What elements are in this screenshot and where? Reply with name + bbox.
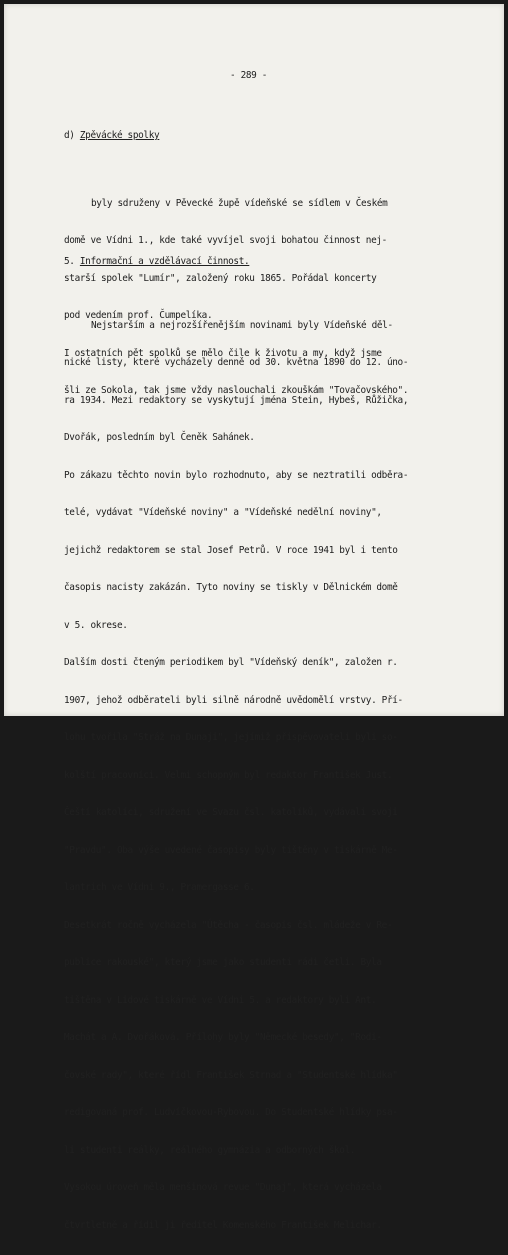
text-line: Dvořák, posledním byl Čeněk Sahánek. — [64, 432, 255, 443]
document-page — [4, 4, 504, 1231]
text-line: domě ve Vídni 1., kde také vyvíjel svoji bohatou činnost nej- — [64, 235, 387, 246]
text-line: telé, vydávat "Vídeňské noviny" a "Vídeňské nedělní noviny", — [64, 507, 382, 518]
text-line: jejichž redaktorem se stal Josef Petrů. V roce 1941 byl i tento — [64, 544, 398, 556]
text-line: publice rakouské", který jsme jako studenti rádi četli. Byla — [64, 957, 382, 968]
text-line: Desetkrát ročně vycházela "Útěcha - časopis čsl. mládeže v Re- — [64, 919, 393, 931]
page-number: - 289 - — [230, 70, 268, 81]
text-line: Machát a A. Dvořáková. Přílohy byly "Německé besedy", "Rodi- — [64, 1032, 382, 1043]
text-line: Vysokou úroveň měla menšinová revue "Dunaj", která vycházela — [64, 1182, 382, 1193]
text-line: ra 1934. Mezi redaktory se vyskytují jména Stein, Hybeš, Růžička, — [64, 394, 409, 406]
section-heading-line — [64, 128, 408, 144]
text-line: šli ze Sokola, tak jsme vždy naslouchali zkouškám "Tovačovského". — [64, 385, 409, 396]
text-line: 1907, jehož odběrateli byli silně národně uvědomělí vrstvy. Pří- — [64, 694, 403, 706]
text-line: starší spolek "Lumír", založený roku 1865. Pořádal koncerty — [64, 272, 377, 284]
text-line: redigovaná prof. Ludvíčkovou-Rybovou. Do Studentské hlídky psa- — [64, 1107, 398, 1118]
text-line: byly sdruženy v Pěvecké župě vídeňské se sídlem v Českém — [91, 197, 388, 209]
text-line: čovské rady", které řídl František Strnad a "Studentské hlídka" — [64, 1069, 398, 1081]
section-information-education — [64, 232, 408, 1255]
text-line: li studenti reálky, reálného gymnázia a odborných škol. — [64, 1144, 356, 1156]
text-line: tištěna v Lidové tiskárně ve Vídni 5. a redaktory byli Ant. — [64, 994, 377, 1006]
text-line: Po zákazu těchto novin bylo rozhodnuto, aby se neztratili odběra- — [64, 469, 409, 481]
text-line: pod vedením prof. Čumpelíka. — [64, 310, 213, 321]
section-prefix: d) — [64, 130, 80, 141]
section-heading-line — [64, 254, 408, 270]
text-line: lohu tvořila "Stráž na Dunaji", jejímiž přispěvovateli byli so- — [64, 732, 398, 743]
text-line: nické listy, které vycházely denně od 30. května 1890 do 12. úno- — [64, 357, 409, 368]
text-line: "Pravdu". Oba výše uvedené časopisy byly tištěny v tiskárně Me- — [64, 844, 398, 856]
text-line: v 5. okrese. — [64, 619, 128, 631]
text-line: Dalším dosti čteným periodikem byl "Vídeňský deník", založen r. — [64, 657, 398, 668]
text-line: časopis nacisty zakázán. Tyto noviny se tiskly v Dělnickém domě — [64, 582, 398, 593]
section-prefix: 5. — [64, 256, 80, 267]
text-line: čtvrtletně a řídil ji ředitel Komenského František Melichar. — [64, 1219, 382, 1231]
text-line: Nejstarším a nejrozšířenějším novinami byly Vídeňské děl- — [91, 319, 393, 331]
text-line: kolští pracovníci. Velmi schopným byl redaktor František Just. — [64, 769, 393, 781]
section-heading: Informační a vzdělávací činnost. — [79, 256, 250, 267]
text-line: lantrich ve Vídni 9., Pramergasse 6. — [64, 882, 255, 893]
text-line: Čeští katolíci, sdružení ve Svazu čsl. katolíků, vydávali svoji — [64, 807, 398, 818]
text-line: I ostatních pět spolků se mělo čile k životu a my, když jsme — [64, 347, 382, 359]
section-heading: Zpěvácké spolky — [79, 130, 160, 141]
